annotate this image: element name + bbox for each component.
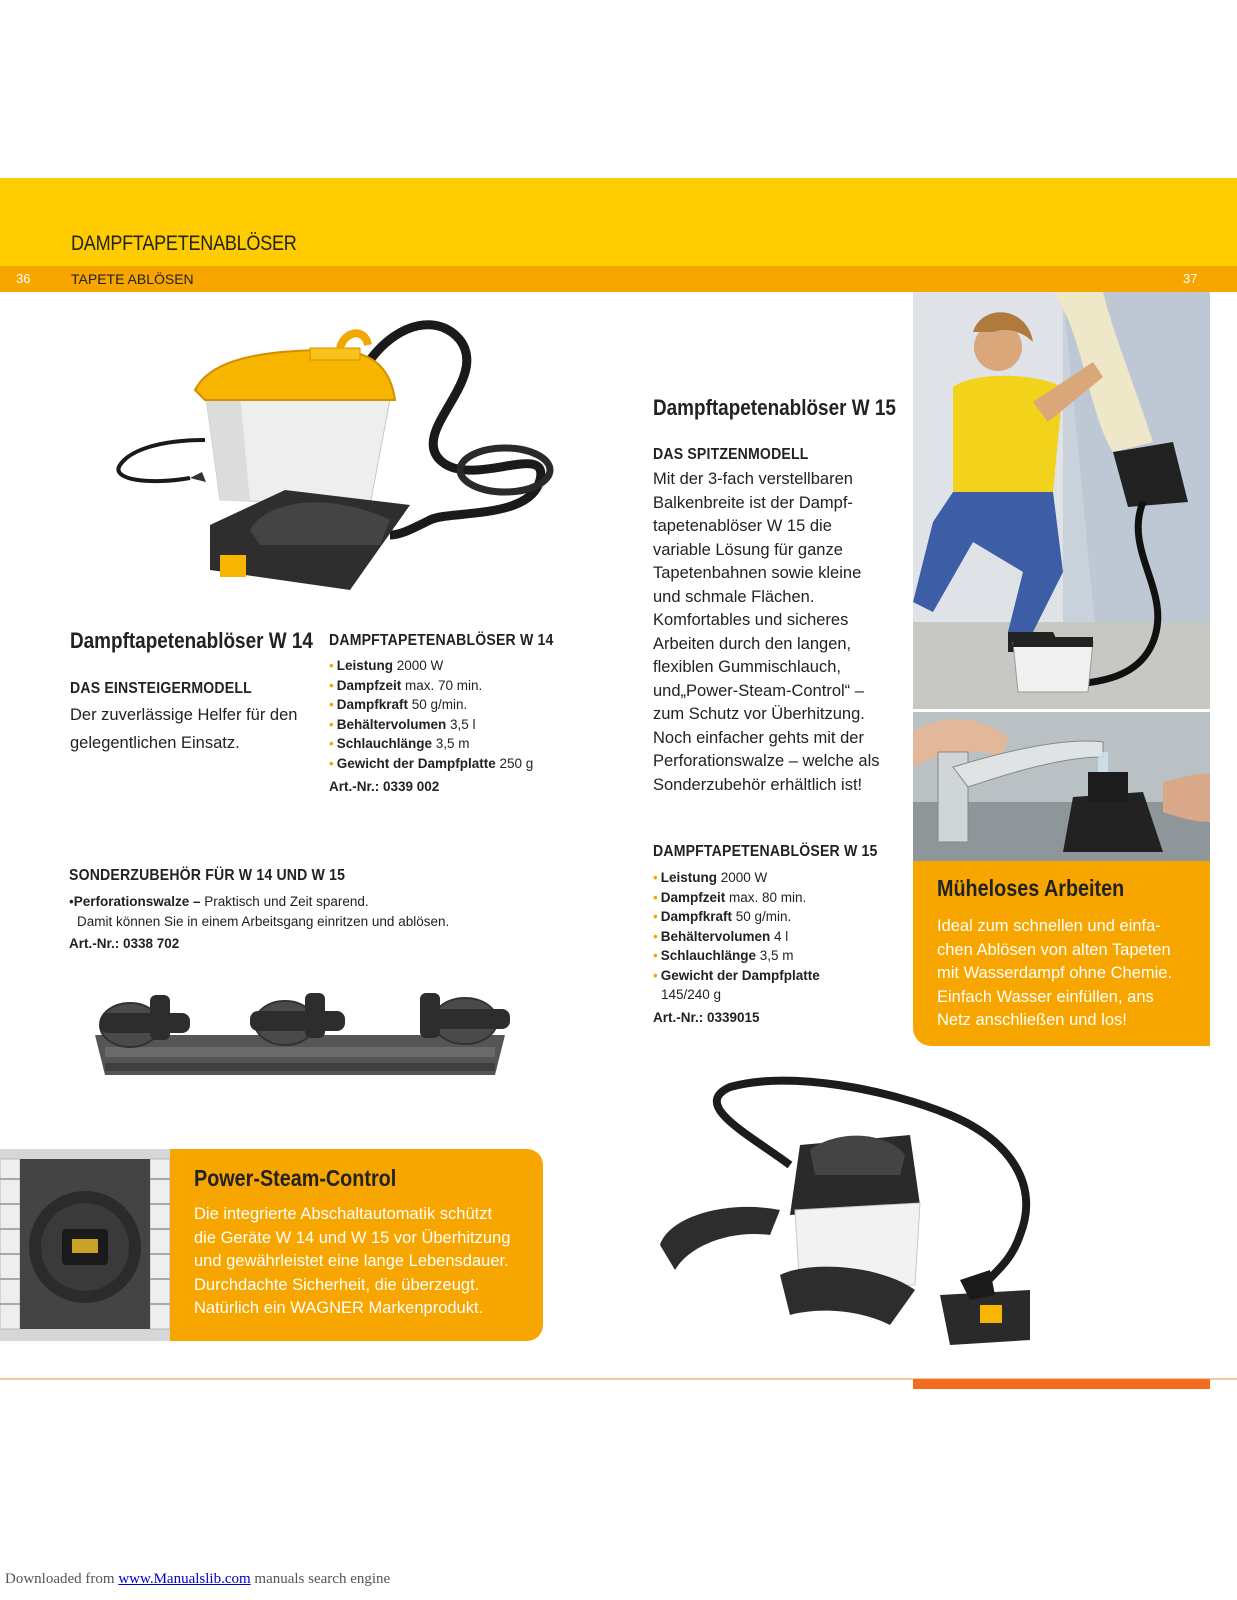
w14-product-image — [110, 320, 560, 610]
spec-item: • Behältervolumen 4 l — [653, 928, 789, 944]
page-number-left: 36 — [16, 271, 31, 286]
spec-item: • Schlauchlänge 3,5 m — [329, 736, 470, 751]
spec-item: • Dampfkraft 50 g/min. — [329, 697, 468, 712]
spec-item: 145/240 g — [661, 987, 722, 1002]
spec-item: • Leistung 2000 W — [329, 658, 444, 673]
w14-text-line-2: gelegentlichen Einsatz. — [70, 733, 240, 752]
accessory-item: •Perforationswalze – Praktisch und Zeit sparend. Damit können Sie in einem Arbeitsgang einritzen und ablösen. — [69, 892, 549, 931]
w14-article-number: Art.-Nr.: 0339 002 — [329, 779, 440, 794]
w15-description: Mit der 3-fach verstellbaren Balkenbreite ist der Dampf- tapetenablöser W 15 die variable Lösung für ganze Tapetenbahnen sowie kleine und schmale Flächen. Komfortables und sicheres Arbeiten durch den langen, flexiblen Gummischlauch, und„Power-Steam-Control“ – zum Schutz vor Überhitzung. Noch einfacher gehts mit der Perforationswalze – welche als Sonderzubehör erhältlich ist! — [653, 470, 880, 794]
accessory-article-number: Art.-Nr.: 0338 702 — [69, 936, 180, 951]
w14-text-line-1: Der zuverlässige Helfer für den — [70, 706, 298, 724]
filling-water-photo — [913, 712, 1210, 861]
footer-accent-bar — [913, 1379, 1210, 1389]
chapter-title: DAMPFTAPETENABLÖSER — [71, 232, 297, 255]
w15-title: Dampftapetenablöser W 15 — [653, 395, 896, 420]
w14-spec-list — [329, 656, 589, 773]
page-number-right: 37 — [1183, 271, 1198, 286]
accessory-item-text-2: Damit können Sie in einem Arbeitsgang einritzen und ablösen. — [77, 913, 450, 929]
spec-item: • Gewicht der Dampfplatte — [653, 967, 820, 983]
w14-title: Dampftapetenablöser W 14 — [70, 628, 313, 653]
accessory-title: SONDERZUBEHÖR FÜR W 14 UND W 15 — [69, 867, 346, 884]
muheloses-text: Ideal zum schnellen und einfa- chen Ablösen von alten Tapeten mit Wasserdampf ohne Chemie. Einfach Wasser einfüllen, ans Netz anschließen und los! — [937, 917, 1173, 1029]
muheloses-title: Müheloses Arbeiten — [937, 875, 1125, 901]
power-steam-text: Die integrierte Abschaltautomatik schützt die Geräte W 14 und W 15 vor Überhitzung und gewährleistet eine lange Lebensdauer. Durchdachte Sicherheit, die überzeugt. Natürlich ein WAGNER Markenprodukt. — [194, 1205, 511, 1317]
w14-description — [70, 704, 310, 755]
section-label: TAPETE ABLÖSEN — [71, 271, 194, 287]
power-steam-control-image — [0, 1149, 170, 1341]
w15-specs-title: DAMPFTAPETENABLÖSER W 15 — [653, 843, 878, 860]
w15-subtitle: DAS SPITZENMODELL — [653, 446, 809, 463]
manualslib-link[interactable]: www.Manualslib.com — [118, 1571, 251, 1587]
spec-item: • Gewicht der Dampfplatte 250 g — [329, 755, 534, 771]
perforation-roller-image — [75, 975, 520, 1090]
w14-specs-title: DAMPFTAPETENABLÖSER W 14 — [329, 632, 554, 649]
power-steam-control-box — [170, 1149, 543, 1341]
w15-product-image — [650, 1075, 1070, 1365]
spec-item: • Dampfzeit max. 70 min. — [329, 677, 483, 693]
spec-item: • Dampfkraft 50 g/min. — [653, 909, 792, 924]
w15-spec-list — [653, 868, 903, 1005]
spec-item: • Schlauchlänge 3,5 m — [653, 948, 794, 963]
footer-download-note: Downloaded from www.Manualslib.com manuals search engine — [5, 1571, 391, 1587]
woman-steaming-photo — [913, 292, 1210, 709]
muheloses-arbeiten-box — [913, 861, 1210, 1046]
spec-item: • Leistung 2000 W — [653, 870, 768, 885]
spec-item: • Dampfzeit max. 80 min. — [653, 889, 807, 905]
power-steam-title: Power-Steam-Control — [194, 1165, 397, 1191]
spec-item: • Behältervolumen 3,5 l — [329, 716, 476, 732]
w14-subtitle: DAS EINSTEIGERMODELL — [70, 680, 252, 697]
w15-article-number: Art.-Nr.: 0339015 — [653, 1010, 760, 1025]
